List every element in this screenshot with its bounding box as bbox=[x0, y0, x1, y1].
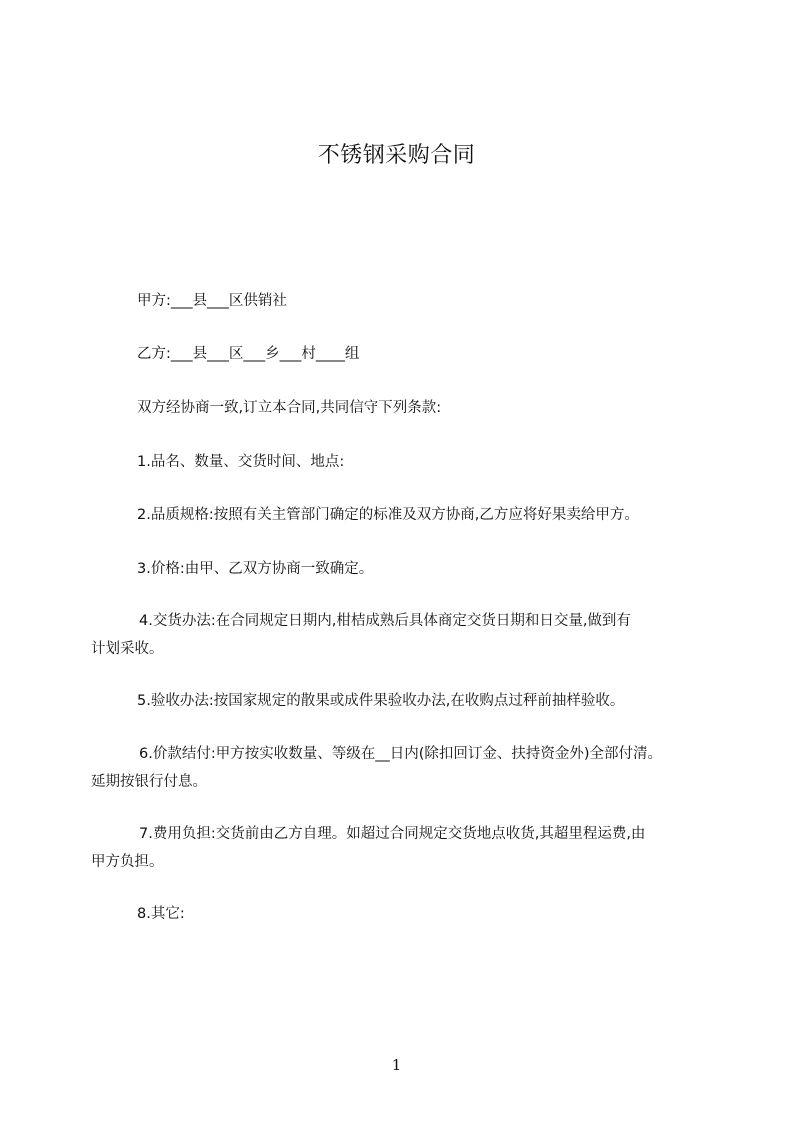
clause-2-text: 2.品质规格:按照有关主管部门确定的标准及双方协商,乙方应将好果卖给甲方。 bbox=[137, 507, 639, 523]
clause-4-line-1: 4.交货办法:在合同规定日期内,柑桔成熟后具体商定交货日期和日交量,做到有 bbox=[139, 613, 631, 629]
intro-paragraph bbox=[91, 394, 731, 422]
clause-7-line-2: 甲方负担。 bbox=[91, 854, 164, 870]
clause-4 bbox=[91, 607, 731, 663]
clause-4-line-2: 计划采收。 bbox=[91, 641, 164, 657]
clause-7 bbox=[91, 820, 731, 876]
clause-6 bbox=[91, 740, 741, 796]
document-title: 不锈钢采购合同 bbox=[317, 143, 476, 168]
clause-5 bbox=[91, 687, 731, 715]
clause-5-text: 5.验收办法:按国家规定的散果或成件果验收办法,在收购点过秤前抽样验收。 bbox=[137, 693, 625, 709]
clause-2 bbox=[91, 501, 731, 529]
clause-3 bbox=[91, 555, 731, 583]
party-a-line bbox=[91, 287, 731, 315]
clause-7-line-1: 7.费用负担:交货前由乙方自理。如超过合同规定交货地点收货,其超里程运费,由 bbox=[139, 826, 646, 842]
clause-6-line-1: 6.价款结付:甲方按实收数量、等级在__日内(除扣回订金、扶持资金外)全部付清。 bbox=[139, 746, 663, 762]
clause-6-line-2: 延期按银行付息。 bbox=[91, 774, 207, 790]
party-b-text: 乙方:___县___区___乡___村____组 bbox=[137, 346, 360, 362]
page-number: 1 bbox=[391, 1056, 402, 1074]
party-a-text: 甲方:___县___区供销社 bbox=[137, 293, 287, 309]
clause-3-text: 3.价格:由甲、乙双方协商一致确定。 bbox=[137, 561, 374, 577]
clause-8-text: 8.其它: bbox=[137, 906, 185, 922]
intro-text: 双方经协商一致,订立本合同,共同信守下列条款: bbox=[137, 400, 442, 416]
clause-1 bbox=[91, 448, 731, 476]
clause-8 bbox=[91, 900, 731, 928]
clause-1-text: 1.品名、数量、交货时间、地点: bbox=[137, 454, 345, 470]
party-b-line bbox=[91, 340, 731, 368]
